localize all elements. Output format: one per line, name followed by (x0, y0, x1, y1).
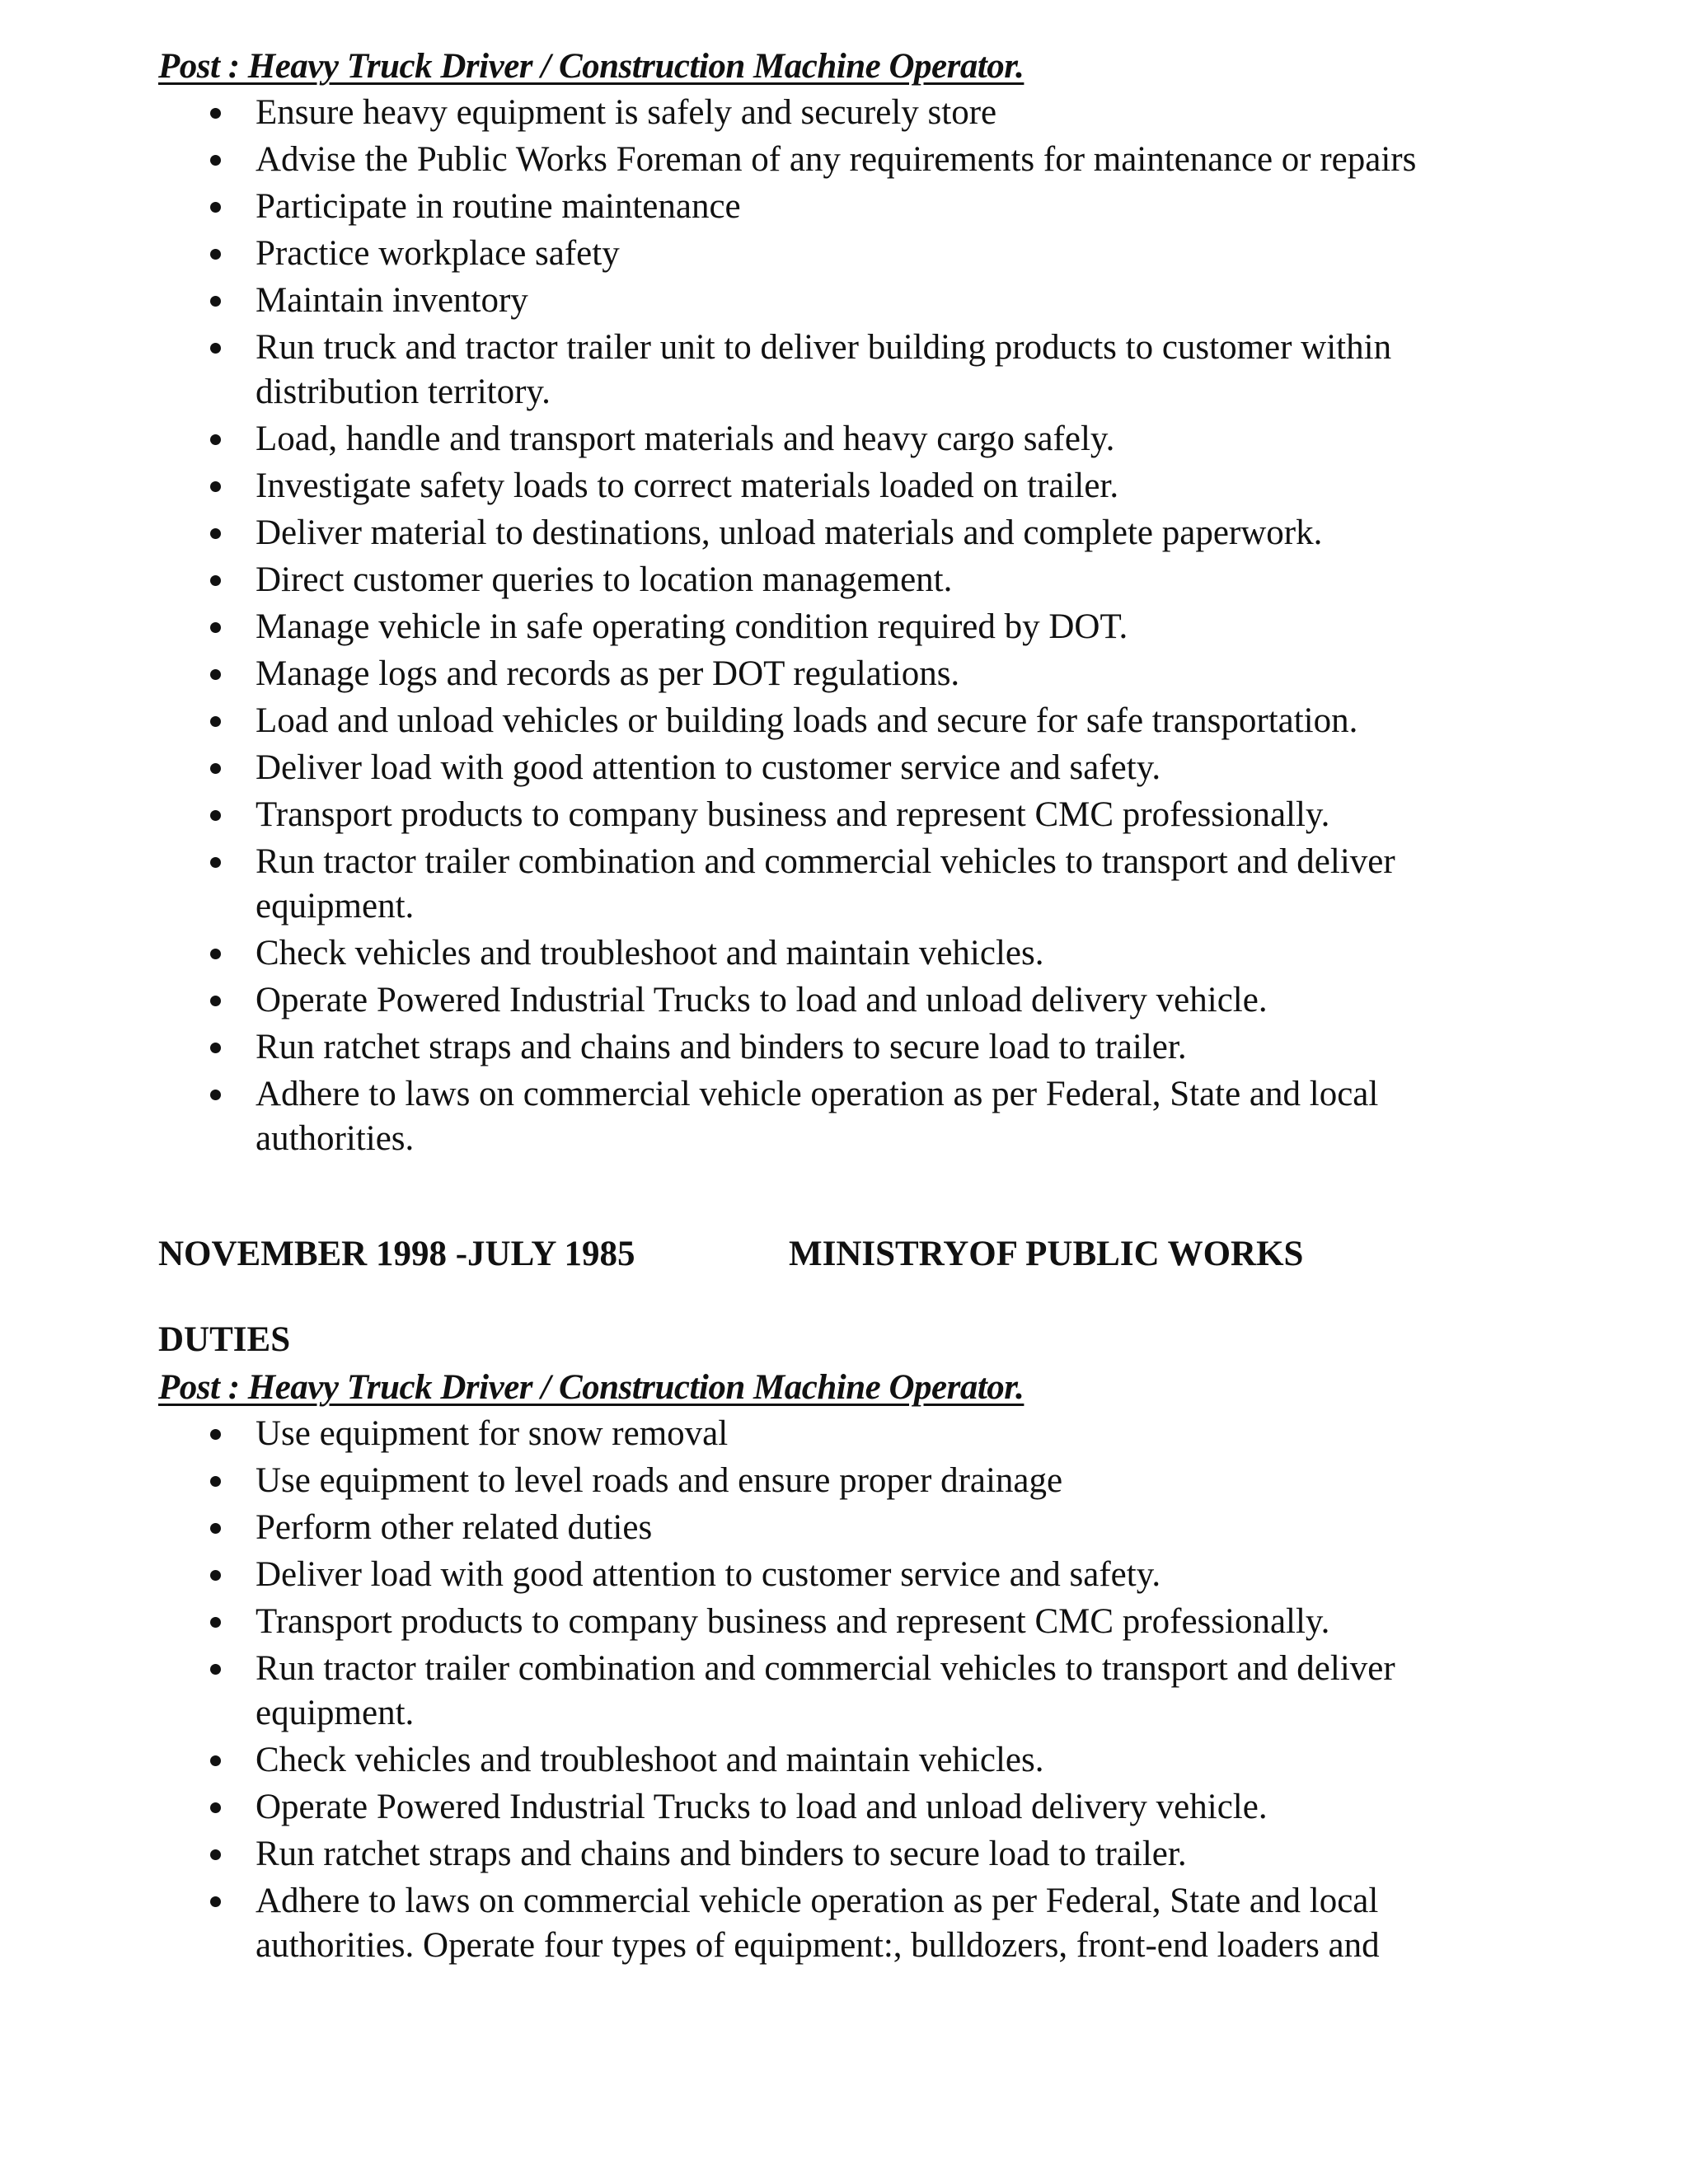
list-item: Use equipment to level roads and ensure proper drainage (158, 1459, 1543, 1503)
list-item: Deliver material to destinations, unload materials and complete paperwork. (158, 511, 1543, 555)
duties-heading: DUTIES (158, 1320, 291, 1359)
list-item: Adhere to laws on commercial vehicle operation as per Federal, State and local authorities. (158, 1072, 1543, 1161)
list-item: Run truck and tractor trailer unit to deliver building products to customer within distribution territory. (158, 326, 1543, 415)
list-item: Use equipment for snow removal (158, 1412, 1543, 1456)
list-item: Deliver load with good attention to customer service and safety. (158, 746, 1543, 790)
employment-period (158, 1230, 1543, 1278)
list-item: Ensure heavy equipment is safely and securely store (158, 91, 1543, 135)
list-item: Perform other related duties (158, 1506, 1543, 1550)
list-item: Run ratchet straps and chains and binders to secure load to trailer. (158, 1025, 1543, 1070)
employment-dates: NOVEMBER 1998 -JULY 1985 (158, 1235, 635, 1273)
list-item: Load, handle and transport materials and heavy cargo safely. (158, 417, 1543, 462)
list-item: Advise the Public Works Foreman of any requirements for maintenance or repairs (158, 138, 1543, 182)
list-item: Adhere to laws on commercial vehicle operation as per Federal, State and local authorities. Operate four types of equipment:, bulldozers, front-end loaders and (158, 1879, 1543, 1968)
list-item: Direct customer queries to location management. (158, 558, 1543, 602)
list-item: Check vehicles and troubleshoot and maintain vehicles. (158, 931, 1543, 976)
list-item: Run tractor trailer combination and commercial vehicles to transport and deliver equipment. (158, 840, 1543, 929)
list-item: Load and unload vehicles or building loads and secure for safe transportation. (158, 699, 1543, 743)
list-item: Operate Powered Industrial Trucks to load and unload delivery vehicle. (158, 1785, 1543, 1830)
list-item: Manage logs and records as per DOT regulations. (158, 652, 1543, 696)
list-item: Run tractor trailer combination and commercial vehicles to transport and deliver equipment. (158, 1647, 1543, 1736)
list-item: Run ratchet straps and chains and binders to secure load to trailer. (158, 1832, 1543, 1877)
post-title: Post : Heavy Truck Driver / Construction Machine Operator. (158, 1368, 1025, 1407)
list-item: Transport products to company business and represent CMC professionally. (158, 1600, 1543, 1644)
list-item: Participate in routine maintenance (158, 185, 1543, 229)
duties-list (158, 1412, 1543, 1968)
list-item: Transport products to company business and represent CMC professionally. (158, 793, 1543, 837)
list-item: Operate Powered Industrial Trucks to load and unload delivery vehicle. (158, 978, 1543, 1023)
document-page (158, 43, 1543, 1971)
list-item: Practice workplace safety (158, 232, 1543, 276)
list-item: Check vehicles and troubleshoot and maintain vehicles. (158, 1738, 1543, 1783)
list-item: Investigate safety loads to correct materials loaded on trailer. (158, 464, 1543, 509)
employer-name: MINISTRYOF PUBLIC WORKS (789, 1235, 1304, 1273)
list-item: Deliver load with good attention to customer service and safety. (158, 1553, 1543, 1597)
post-title: Post : Heavy Truck Driver / Construction Machine Operator. (158, 47, 1025, 86)
list-item: Manage vehicle in safe operating condition required by DOT. (158, 605, 1543, 649)
duties-list (158, 91, 1543, 1161)
list-item: Maintain inventory (158, 279, 1543, 323)
